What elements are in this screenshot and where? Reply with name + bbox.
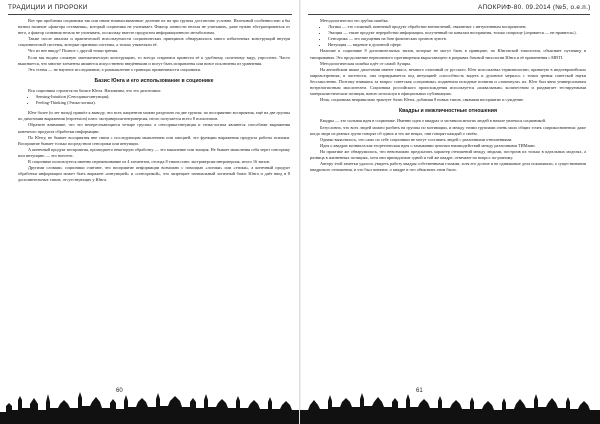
paragraph: Наличие в соционике 8 дополнительных типов, которые не могут быть в принципе, по Юнговской типологии, объясняет путаницу в типировании. Это продолжение нерешаемого противоречия вырастающего в разрывах базовой типологии Юнга и её применения с МВТI. <box>310 48 586 60</box>
section-heading: Базис Юнга и его использование в соционике <box>94 77 214 84</box>
list-item: • Эмоция — такие продукт переработки информации, полученный по каналам восприятия, только попроще («нравится — не нравится»). <box>328 30 586 36</box>
bullet-list <box>320 24 586 48</box>
left-page-body <box>18 18 290 183</box>
paragraph: Если мы видим сложную математическую конструкцию, то всегда стараемся привести её к удобному, полезному виду, упростить. Часто выясняется, что многие элементы являются искусственно введёнными и могут быть исправлены или вовсе исключены из уравнения. <box>18 54 290 66</box>
left-header-rule <box>8 14 292 15</box>
paragraph: Также после анализа и практической используемости соционических принципов обнаружилось много избыточных конструкций внутри соционической системы, которые признаки системы, а только утяжеляли её. <box>18 36 290 48</box>
paragraph: Автору этой заметки удалось увидеть работу квадры собственными глазами, хотя его долгие и не одинаковые дела показывали, о существовании квадрового отношения, и что был понятие, о квадре и что объяснить этим было. <box>310 161 586 173</box>
city-skyline-decoration <box>300 386 600 424</box>
paragraph: На практике же обнаружилось, что невозможно предсказать характер отношений между людьми, построив их только в идеальных моделях, а разница в жизненных позициях, хотя они принадлежат одной и той же квадре, отвечают на вопрос по-разному. <box>310 148 586 160</box>
list-item: • Sensing-Intuition (Сенсорика-интуиция); <box>36 94 290 100</box>
paragraph: Однако выяснилось, что само по себе соционики не могут составить людей с различными отношениями. <box>320 136 513 142</box>
right-page-number: 61 <box>416 388 423 394</box>
paragraph: Итак, соционика неправильно трактует базис Юнга, добавляя 8 новых типов, связывая восприятие и суждение. <box>320 97 525 103</box>
list-item: • Сенсорика — это ощущения на базе физических органов чувств. <box>328 36 586 42</box>
list-item: • Логика — это сложный, конечный продукт обработки впечатлений, связанных с интуитивным восприятием. <box>328 24 586 30</box>
left-page-number: 60 <box>116 388 123 394</box>
paragraph: Безусловно, что всех людей можно разбить на группы по мотивации, и между этими группами очень мало общих точек соприкосновения: даже когда люди из разных групп говорят об одних и тех же вещах, они говорят каждый о своём. <box>310 124 586 136</box>
paragraph: Другими словами, соционики считают, что восприятие информации возможно с помощью «логики» или «этики», а конечный продукт обработки информации может быть выражен «интуицией» и «сенсорикой», что запрещает изначальный логичный базис Юнга и даёт ввод в 8 дополнительных типов, отсутствующих у Юнга. <box>18 165 290 183</box>
right-page-header: АПОКРИФ-80. 09.2014 (№5, о.е.п.) <box>478 4 591 11</box>
right-page <box>300 0 600 424</box>
paragraph: Что из нее ввиду? Полное с другой точки зрения. <box>28 48 119 54</box>
paragraph: Юнг более (и лет назад) пришёл к выводу, что всех пациентов можно разделить на две группы: по восприятию восприятия, ещё на две группы по дихотомии выражения (expression) плюс экстраверсия-интроверсия, итого получается всего 8 психотипов. <box>18 110 290 122</box>
paragraph: В соционике используется именно перемешивание из 4 элементов, отсюда 8 типов плюс экстраверсия-интроверсия, итого 16 типов. <box>28 158 270 164</box>
section-heading: Квадры и межличностные отношения <box>399 108 497 115</box>
paragraph: Вся соционика строится на базисе Юнга. Напомним, что это дихотомии: <box>28 87 161 93</box>
paragraph: А конечный продукт восприятия, прошедшего некоторую обработку — это мышление или эмоция. Не бывает мышления себя через сенсорику или интуицию — это нонсенс. <box>18 146 290 158</box>
paragraph: Квадры — это сильная идея в соционике. Именно идея о квадрах и заставила многих людей в начале увлечься соционикой. <box>320 118 547 124</box>
paragraph: По Юнгу, не бывает восприятия вне связи с последующим мышлением или эмоцией, это функции выражения продукта работы психики. Восприятие бывает только посредством сенсорики или интуиции. <box>18 134 290 146</box>
bullet-list <box>28 94 290 106</box>
right-header-rule <box>308 14 590 15</box>
paragraph: Обратите внимание, что это непересекающиеся четыре группы: а сенсорика-интуиция и этика-логика являются способами выражения конечного продукта обработки информации. <box>18 122 290 134</box>
paragraph: Идея о квадрах возникла как теоретическая идея о замыкании цепочки взаимодействий между различными ТИМами. <box>320 142 536 148</box>
list-item: • Интуиция — видение в духовной сфере. <box>328 42 586 48</box>
paragraph: Вот три проблемы соционики так или иначе взаимосвязанные: деление их на три группы достаточно условно. Излечивой особенностью я бы назвал наличие «фактора оставания», который соционика не учитывает. Фактор личности нельзя не учитывать, даже нужно абстрагироваться от него, а фактор сознания нельзя не учитывать, поскольку вместе продуктом информационного метаболизма. <box>18 18 290 36</box>
list-item: • Feeling-Thinking (Этика-логика). <box>36 100 290 106</box>
right-page-body <box>310 18 586 173</box>
left-page-header: ТРАДИЦИИ И ПРОРОКИ <box>8 4 88 11</box>
city-skyline-decoration <box>0 386 300 424</box>
paragraph: На английском языке дихотомии имеют смысл, немного отличный от русского. Юнг использовал терминологию, принятую в индоевропейских мировоззрениях, в частности, она оправдывается под интуицией «способность видеть и духовное мерило» с точки зрения советской науки бессмысленно. Поэтому взявшись за вопрос советская «соционика» подменила исходные понятия и «запахнула» их. Юнг был явно универсальным нотрелигиозным мыслителем. Соционика российского происхождения используется «шквальным» количеством и раздвигает тестируемыми материалистические позиции, вовсю используя в официальных публикациях. <box>310 66 586 97</box>
paragraph: Эта статья — не научное исследование, а размышление о границах применимости соционики. <box>28 66 201 72</box>
paragraph: Методологическая ошибка идёт от самой Аушры. <box>320 60 412 66</box>
paragraph: Методологически это грубая ошибка. <box>320 18 389 23</box>
